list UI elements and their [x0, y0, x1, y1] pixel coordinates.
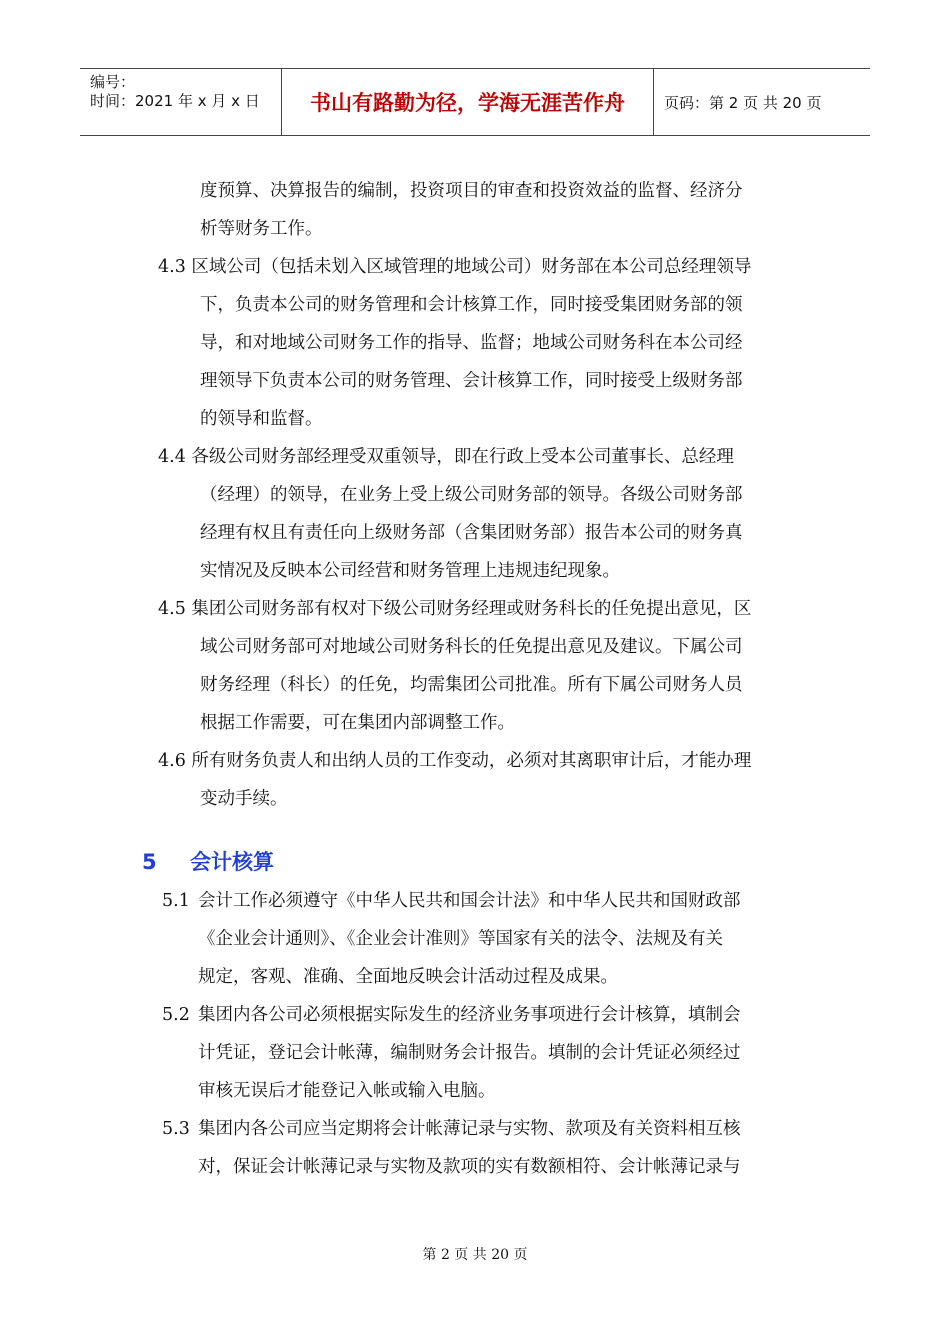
paragraph-line: 根据工作需要，可在集团内部调整工作。 — [200, 713, 515, 733]
subsection-list — [162, 882, 812, 1186]
header-meta — [80, 69, 282, 135]
subsection-number: 5.3 — [162, 1119, 190, 1139]
paragraph-line: 域公司财务部可对地域公司财务科长的任免提出意见及建议。下属公司 — [200, 637, 743, 657]
subsection-text: 《企业会计通则》、《企业会计准则》等国家有关的法令、法规及有关 — [198, 929, 723, 949]
subsection-number: 5.2 — [162, 1005, 190, 1025]
subsection-line — [162, 882, 812, 920]
paragraph-line: 理领导下负责本公司的财务管理、会计核算工作，同时接受上级财务部 — [200, 371, 743, 391]
subsection-line — [162, 1110, 812, 1148]
subsection-text: 计凭证，登记会计帐薄，编制财务会计报告。填制的会计凭证必须经过 — [198, 1043, 741, 1063]
body-text — [158, 172, 808, 818]
paragraph-line: 变动手续。 — [200, 789, 288, 809]
section-title: 会计核算 — [190, 850, 274, 874]
subsection-text: 会计工作必须遵守《中华人民共和国会计法》和中华人民共和国财政部 — [198, 891, 741, 911]
paragraph-line: 4.3 区域公司（包括未划入区域管理的地域公司）财务部在本公司总经理领导 — [158, 257, 752, 277]
header-motto: 书山有路勤为径，学海无涯苦作舟 — [282, 69, 654, 135]
subsection-text: 对，保证会计帐薄记录与实物及款项的实有数额相符、会计帐薄记录与 — [198, 1157, 741, 1177]
section-number: 5 — [142, 850, 157, 874]
page-header — [80, 68, 870, 136]
page-footer: 第 2 页 共 20 页 — [422, 1247, 528, 1263]
subsection-line — [162, 1148, 812, 1186]
subsection-text: 规定，客观、准确、全面地反映会计活动过程及成果。 — [198, 967, 618, 987]
subsection-text: 集团内各公司应当定期将会计帐薄记录与实物、款项及有关资料相互核 — [198, 1119, 741, 1139]
paragraph-line: 度预算、决算报告的编制，投资项目的审查和投资效益的监督、经济分 — [200, 181, 743, 201]
paragraph-line: 实情况及反映本公司经营和财务管理上违规违纪现象。 — [200, 561, 620, 581]
paragraph-line: 析等财务工作。 — [200, 219, 323, 239]
subsection-line — [162, 996, 812, 1034]
subsection-number: 5.1 — [162, 891, 190, 911]
header-page-info: 页码：第 2 页 共 20 页 — [664, 93, 822, 112]
document-date: 时间：2021 年 x 月 x 日 — [90, 92, 260, 110]
paragraph-line: 导，和对地域公司财务工作的指导、监督；地域公司财务科在本公司经 — [200, 333, 743, 353]
paragraph-line: （经理）的领导，在业务上受上级公司财务部的领导。各级公司财务部 — [200, 485, 743, 505]
section-heading — [142, 846, 274, 876]
subsection-line — [162, 958, 812, 996]
paragraph-line: 4.4 各级公司财务部经理受双重领导，即在行政上受本公司董事长、总经理 — [158, 447, 734, 467]
document-id-label: 编号： — [90, 73, 136, 91]
subsection-text: 集团内各公司必须根据实际发生的经济业务事项进行会计核算，填制会 — [198, 1005, 741, 1025]
paragraph-line: 下，负责本公司的财务管理和会计核算工作，同时接受集团财务部的领 — [200, 295, 743, 315]
paragraph-line: 4.5 集团公司财务部有权对下级公司财务经理或财务科长的任免提出意见，区 — [158, 599, 752, 619]
subsection-line — [162, 1072, 812, 1110]
subsection-line — [162, 920, 812, 958]
subsection-text: 审核无误后才能登记入帐或输入电脑。 — [198, 1081, 496, 1101]
paragraph-line: 的领导和监督。 — [200, 409, 323, 429]
paragraph-line: 经理有权且有责任向上级财务部（含集团财务部）报告本公司的财务真 — [200, 523, 743, 543]
paragraph-line: 财务经理（科长）的任免，均需集团公司批准。所有下属公司财务人员 — [200, 675, 743, 695]
paragraph-line: 4.6 所有财务负责人和出纳人员的工作变动，必须对其离职审计后，才能办理 — [158, 751, 752, 771]
subsection-line — [162, 1034, 812, 1072]
